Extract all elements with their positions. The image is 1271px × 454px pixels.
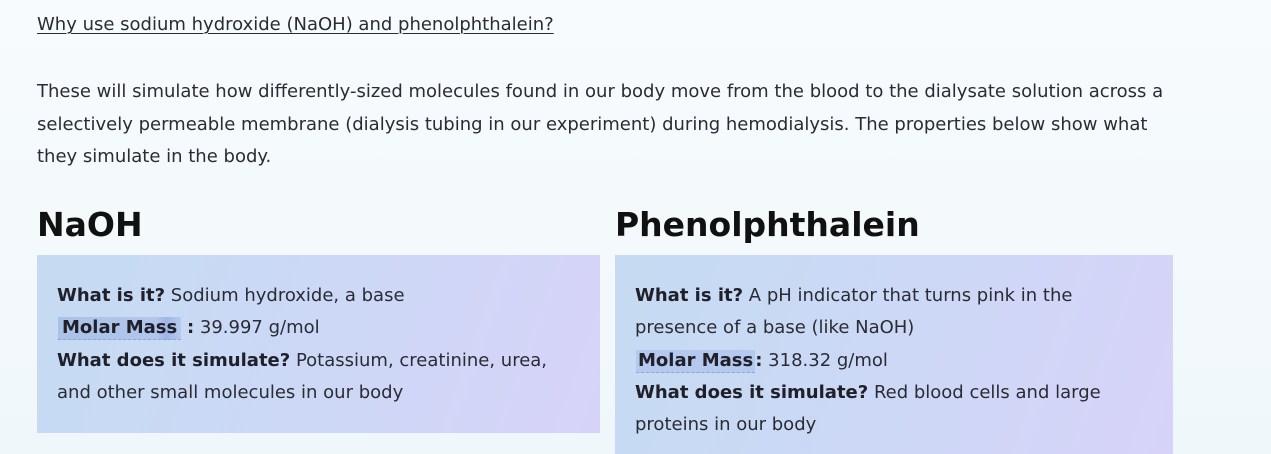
naoh-simulate-row bbox=[57, 345, 580, 410]
phenol-molar-mass-term[interactable]: Molar Mass bbox=[638, 349, 754, 371]
naoh-simulate-label: What does it simulate? bbox=[57, 349, 291, 371]
naoh-what-row bbox=[57, 280, 580, 312]
phenol-what-row bbox=[635, 280, 1153, 345]
naoh-molar-separator: : bbox=[186, 317, 195, 339]
phenol-what-value: A pH indicator that turns pink in the presence of a base (like NaOH) bbox=[635, 285, 1073, 339]
phenol-molar-value: 318.32 g/mol bbox=[768, 349, 888, 371]
phenol-molar-row bbox=[635, 345, 1153, 377]
phenolphthalein-heading: Phenolphthalein bbox=[615, 205, 920, 244]
phenol-molar-separator: : bbox=[755, 349, 763, 371]
naoh-what-label: What is it? bbox=[57, 285, 166, 306]
phenolphthalein-card bbox=[615, 255, 1173, 454]
phenol-simulate-value: Red blood cells and large proteins in our body bbox=[635, 381, 1101, 436]
naoh-simulate-value: Potassium, creatinine, urea, and other small molecules in our body bbox=[57, 349, 548, 403]
phenol-simulate-label: What does it simulate? bbox=[635, 381, 869, 403]
naoh-molar-mass-term[interactable]: Molar Mass bbox=[58, 317, 181, 340]
naoh-molar-row bbox=[57, 312, 580, 344]
naoh-heading: NaOH bbox=[37, 205, 143, 244]
section-link-why-naoh-phenolphthalein[interactable]: Why use sodium hydroxide (NaOH) and phenolphthalein? bbox=[37, 14, 554, 35]
naoh-molar-value: 39.997 g/mol bbox=[199, 317, 320, 339]
naoh-what-value: Sodium hydroxide, a base bbox=[170, 285, 405, 306]
intro-paragraph: These will simulate how differently-sized molecules found in our body move from the blood to the dialysate solution across a selectively permeable membrane (dialysis tubing in our experiment) during hemodialysis. The properties below show what they simulate in the body. bbox=[37, 81, 1164, 167]
phenol-simulate-row bbox=[635, 377, 1153, 442]
naoh-card bbox=[37, 255, 600, 433]
phenol-what-label: What is it? bbox=[635, 285, 744, 306]
